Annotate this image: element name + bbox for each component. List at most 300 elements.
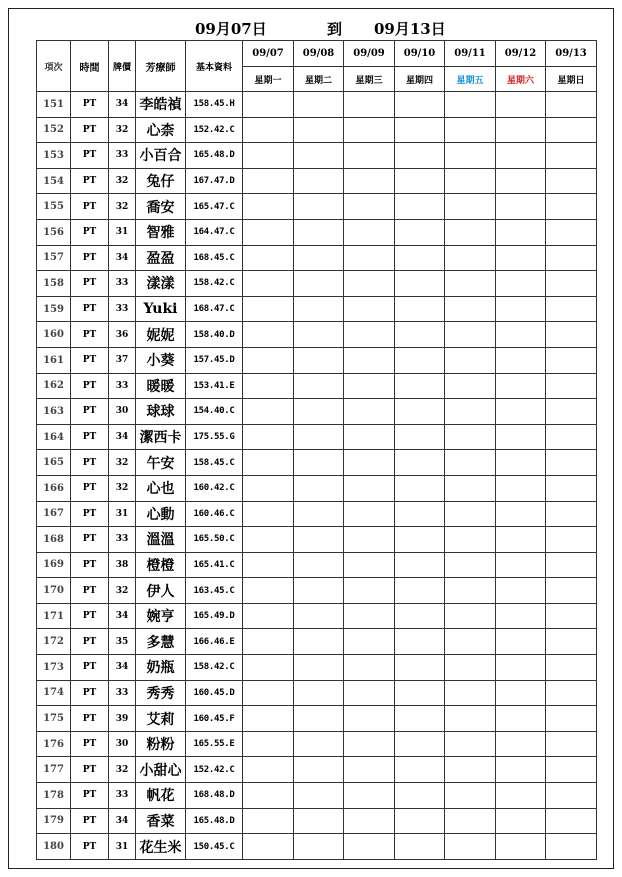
schedule-cell[interactable] bbox=[243, 296, 294, 322]
schedule-cell[interactable] bbox=[496, 731, 546, 757]
schedule-cell[interactable] bbox=[344, 680, 395, 706]
schedule-cell[interactable] bbox=[243, 168, 294, 194]
schedule-cell[interactable] bbox=[445, 117, 496, 143]
schedule-cell[interactable] bbox=[496, 117, 546, 143]
schedule-cell[interactable] bbox=[395, 245, 445, 271]
schedule-cell[interactable] bbox=[445, 757, 496, 783]
schedule-cell[interactable] bbox=[445, 731, 496, 757]
schedule-cell[interactable] bbox=[496, 271, 546, 297]
row-name: 伊人 bbox=[136, 578, 186, 604]
schedule-cell[interactable] bbox=[496, 450, 546, 476]
schedule-cell[interactable] bbox=[243, 424, 294, 450]
header-weekday: 星期六 bbox=[496, 67, 546, 92]
row-price: 34 bbox=[109, 603, 136, 629]
row-name: 帆花 bbox=[136, 783, 186, 809]
schedule-cell[interactable] bbox=[395, 706, 445, 732]
schedule-cell[interactable] bbox=[445, 296, 496, 322]
row-price: 32 bbox=[109, 450, 136, 476]
schedule-cell[interactable] bbox=[445, 680, 496, 706]
schedule-cell[interactable] bbox=[243, 603, 294, 629]
schedule-cell[interactable] bbox=[546, 757, 597, 783]
schedule-cell[interactable] bbox=[344, 399, 395, 425]
schedule-cell[interactable] bbox=[445, 245, 496, 271]
schedule-cell[interactable] bbox=[294, 450, 344, 476]
row-price: 33 bbox=[109, 527, 136, 553]
schedule-cell[interactable] bbox=[445, 424, 496, 450]
schedule-cell[interactable] bbox=[546, 322, 597, 348]
schedule-cell[interactable] bbox=[546, 655, 597, 681]
row-info: 152.42.C bbox=[186, 757, 243, 783]
schedule-cell[interactable] bbox=[344, 296, 395, 322]
row-price: 32 bbox=[109, 475, 136, 501]
schedule-cell[interactable] bbox=[496, 92, 546, 118]
schedule-cell[interactable] bbox=[395, 168, 445, 194]
schedule-cell[interactable] bbox=[344, 322, 395, 348]
row-info: 165.49.D bbox=[186, 603, 243, 629]
header-weekday: 星期四 bbox=[395, 67, 445, 92]
schedule-cell[interactable] bbox=[496, 578, 546, 604]
row-name: 香菜 bbox=[136, 808, 186, 834]
header-weekday: 星期三 bbox=[344, 67, 395, 92]
schedule-cell[interactable] bbox=[243, 143, 294, 169]
schedule-cell[interactable] bbox=[546, 706, 597, 732]
schedule-cell[interactable] bbox=[294, 271, 344, 297]
schedule-cell[interactable] bbox=[496, 424, 546, 450]
row-info: 153.41.E bbox=[186, 373, 243, 399]
page-title bbox=[9, 9, 613, 39]
schedule-cell[interactable] bbox=[395, 296, 445, 322]
schedule-cell[interactable] bbox=[294, 629, 344, 655]
schedule-cell[interactable] bbox=[546, 399, 597, 425]
row-no: 170 bbox=[37, 578, 71, 604]
row-price: 31 bbox=[109, 834, 136, 860]
schedule-table bbox=[36, 40, 597, 860]
row-info: 160.45.D bbox=[186, 680, 243, 706]
title-to: 到 bbox=[327, 20, 343, 38]
schedule-cell[interactable] bbox=[294, 117, 344, 143]
schedule-cell[interactable] bbox=[294, 92, 344, 118]
schedule-cell[interactable] bbox=[546, 578, 597, 604]
schedule-cell[interactable] bbox=[243, 347, 294, 373]
schedule-cell[interactable] bbox=[294, 578, 344, 604]
row-no: 171 bbox=[37, 603, 71, 629]
schedule-cell[interactable] bbox=[445, 578, 496, 604]
schedule-cell[interactable] bbox=[294, 603, 344, 629]
schedule-cell[interactable] bbox=[344, 373, 395, 399]
schedule-cell[interactable] bbox=[496, 347, 546, 373]
row-no: 156 bbox=[37, 219, 71, 245]
schedule-cell[interactable] bbox=[445, 450, 496, 476]
schedule-cell[interactable] bbox=[546, 245, 597, 271]
schedule-cell[interactable] bbox=[395, 475, 445, 501]
schedule-cell[interactable] bbox=[243, 501, 294, 527]
schedule-cell[interactable] bbox=[546, 168, 597, 194]
schedule-cell[interactable] bbox=[344, 603, 395, 629]
schedule-cell[interactable] bbox=[243, 680, 294, 706]
schedule-cell[interactable] bbox=[243, 245, 294, 271]
header-date: 09/08 bbox=[294, 41, 344, 67]
schedule-cell[interactable] bbox=[445, 399, 496, 425]
schedule-cell[interactable] bbox=[496, 475, 546, 501]
schedule-cell[interactable] bbox=[395, 194, 445, 220]
schedule-cell[interactable] bbox=[445, 322, 496, 348]
schedule-cell[interactable] bbox=[395, 834, 445, 860]
header-no: 項次 bbox=[37, 41, 71, 92]
row-name: 盈盈 bbox=[136, 245, 186, 271]
schedule-cell[interactable] bbox=[445, 527, 496, 553]
schedule-cell[interactable] bbox=[243, 527, 294, 553]
schedule-cell[interactable] bbox=[546, 680, 597, 706]
schedule-cell[interactable] bbox=[395, 322, 445, 348]
schedule-cell[interactable] bbox=[395, 655, 445, 681]
schedule-cell[interactable] bbox=[294, 322, 344, 348]
schedule-cell[interactable] bbox=[344, 117, 395, 143]
schedule-cell[interactable] bbox=[344, 527, 395, 553]
schedule-cell[interactable] bbox=[496, 399, 546, 425]
schedule-cell[interactable] bbox=[496, 219, 546, 245]
schedule-cell[interactable] bbox=[344, 655, 395, 681]
schedule-cell[interactable] bbox=[546, 271, 597, 297]
schedule-cell[interactable] bbox=[395, 527, 445, 553]
schedule-cell[interactable] bbox=[243, 271, 294, 297]
table-row bbox=[37, 450, 597, 476]
schedule-cell[interactable] bbox=[445, 603, 496, 629]
schedule-cell[interactable] bbox=[445, 655, 496, 681]
row-info: 165.48.D bbox=[186, 143, 243, 169]
row-no: 165 bbox=[37, 450, 71, 476]
schedule-cell[interactable] bbox=[445, 194, 496, 220]
schedule-cell[interactable] bbox=[546, 92, 597, 118]
schedule-cell[interactable] bbox=[445, 501, 496, 527]
schedule-cell[interactable] bbox=[294, 143, 344, 169]
schedule-cell[interactable] bbox=[294, 680, 344, 706]
row-price: 33 bbox=[109, 296, 136, 322]
schedule-cell[interactable] bbox=[294, 706, 344, 732]
row-time: PT bbox=[71, 552, 109, 578]
row-time: PT bbox=[71, 731, 109, 757]
schedule-cell[interactable] bbox=[395, 271, 445, 297]
schedule-cell[interactable] bbox=[395, 731, 445, 757]
schedule-cell[interactable] bbox=[395, 783, 445, 809]
row-info: 158.45.H bbox=[186, 92, 243, 118]
schedule-cell[interactable] bbox=[546, 475, 597, 501]
row-time: PT bbox=[71, 322, 109, 348]
row-info: 157.45.D bbox=[186, 347, 243, 373]
schedule-cell[interactable] bbox=[294, 245, 344, 271]
schedule-cell[interactable] bbox=[344, 245, 395, 271]
row-time: PT bbox=[71, 834, 109, 860]
schedule-cell[interactable] bbox=[344, 552, 395, 578]
schedule-cell[interactable] bbox=[445, 347, 496, 373]
schedule-cell[interactable] bbox=[445, 706, 496, 732]
table-row bbox=[37, 194, 597, 220]
schedule-cell[interactable] bbox=[344, 501, 395, 527]
schedule-cell[interactable] bbox=[243, 629, 294, 655]
row-name: Yuki bbox=[136, 296, 186, 322]
schedule-cell[interactable] bbox=[243, 808, 294, 834]
schedule-cell[interactable] bbox=[496, 834, 546, 860]
schedule-cell[interactable] bbox=[294, 399, 344, 425]
schedule-cell[interactable] bbox=[243, 783, 294, 809]
schedule-cell[interactable] bbox=[496, 296, 546, 322]
row-name: 小百合 bbox=[136, 143, 186, 169]
schedule-cell[interactable] bbox=[395, 808, 445, 834]
schedule-cell[interactable] bbox=[496, 655, 546, 681]
row-name: 橙橙 bbox=[136, 552, 186, 578]
schedule-cell[interactable] bbox=[395, 757, 445, 783]
schedule-cell[interactable] bbox=[496, 168, 546, 194]
row-time: PT bbox=[71, 603, 109, 629]
schedule-cell[interactable] bbox=[294, 424, 344, 450]
row-no: 175 bbox=[37, 706, 71, 732]
schedule-cell[interactable] bbox=[445, 92, 496, 118]
schedule-cell[interactable] bbox=[243, 834, 294, 860]
schedule-cell[interactable] bbox=[445, 834, 496, 860]
schedule-cell[interactable] bbox=[496, 527, 546, 553]
table-row bbox=[37, 143, 597, 169]
schedule-cell[interactable] bbox=[445, 373, 496, 399]
row-name: 奶瓶 bbox=[136, 655, 186, 681]
schedule-cell[interactable] bbox=[243, 399, 294, 425]
schedule-cell[interactable] bbox=[344, 783, 395, 809]
row-info: 165.47.C bbox=[186, 194, 243, 220]
schedule-cell[interactable] bbox=[294, 475, 344, 501]
schedule-cell[interactable] bbox=[546, 834, 597, 860]
schedule-cell[interactable] bbox=[344, 475, 395, 501]
schedule-cell[interactable] bbox=[395, 578, 445, 604]
row-time: PT bbox=[71, 783, 109, 809]
schedule-cell[interactable] bbox=[395, 143, 445, 169]
schedule-cell[interactable] bbox=[395, 219, 445, 245]
header-date: 09/09 bbox=[344, 41, 395, 67]
row-no: 152 bbox=[37, 117, 71, 143]
row-no: 160 bbox=[37, 322, 71, 348]
schedule-cell[interactable] bbox=[546, 143, 597, 169]
schedule-cell[interactable] bbox=[546, 219, 597, 245]
header-price: 牌價 bbox=[109, 41, 136, 92]
row-time: PT bbox=[71, 92, 109, 118]
row-name: 暖暖 bbox=[136, 373, 186, 399]
schedule-cell[interactable] bbox=[294, 501, 344, 527]
schedule-cell[interactable] bbox=[496, 194, 546, 220]
schedule-cell[interactable] bbox=[546, 347, 597, 373]
schedule-cell[interactable] bbox=[445, 552, 496, 578]
schedule-cell[interactable] bbox=[395, 347, 445, 373]
schedule-cell[interactable] bbox=[294, 219, 344, 245]
table-row bbox=[37, 834, 597, 860]
schedule-cell[interactable] bbox=[496, 706, 546, 732]
schedule-cell[interactable] bbox=[496, 603, 546, 629]
schedule-cell[interactable] bbox=[395, 92, 445, 118]
schedule-cell[interactable] bbox=[243, 194, 294, 220]
schedule-cell[interactable] bbox=[243, 757, 294, 783]
schedule-cell[interactable] bbox=[546, 731, 597, 757]
row-no: 163 bbox=[37, 399, 71, 425]
schedule-cell[interactable] bbox=[344, 219, 395, 245]
schedule-cell[interactable] bbox=[395, 603, 445, 629]
table-row bbox=[37, 219, 597, 245]
row-info: 158.42.C bbox=[186, 271, 243, 297]
schedule-cell[interactable] bbox=[344, 168, 395, 194]
schedule-cell[interactable] bbox=[344, 347, 395, 373]
schedule-cell[interactable] bbox=[243, 706, 294, 732]
schedule-cell[interactable] bbox=[243, 92, 294, 118]
row-info: 165.55.E bbox=[186, 731, 243, 757]
schedule-cell[interactable] bbox=[344, 757, 395, 783]
schedule-cell[interactable] bbox=[395, 399, 445, 425]
schedule-cell[interactable] bbox=[546, 808, 597, 834]
schedule-cell[interactable] bbox=[344, 450, 395, 476]
row-no: 151 bbox=[37, 92, 71, 118]
schedule-cell[interactable] bbox=[546, 629, 597, 655]
schedule-cell[interactable] bbox=[344, 143, 395, 169]
row-no: 166 bbox=[37, 475, 71, 501]
schedule-cell[interactable] bbox=[395, 117, 445, 143]
header-name: 芳療師 bbox=[136, 41, 186, 92]
schedule-cell[interactable] bbox=[546, 117, 597, 143]
schedule-cell[interactable] bbox=[243, 578, 294, 604]
schedule-cell[interactable] bbox=[496, 143, 546, 169]
table-row bbox=[37, 629, 597, 655]
schedule-cell[interactable] bbox=[243, 475, 294, 501]
schedule-cell[interactable] bbox=[294, 347, 344, 373]
schedule-cell[interactable] bbox=[395, 373, 445, 399]
schedule-cell[interactable] bbox=[344, 578, 395, 604]
schedule-cell[interactable] bbox=[546, 373, 597, 399]
schedule-cell[interactable] bbox=[546, 603, 597, 629]
schedule-cell[interactable] bbox=[395, 450, 445, 476]
row-price: 32 bbox=[109, 578, 136, 604]
row-info: 165.50.C bbox=[186, 527, 243, 553]
schedule-cell[interactable] bbox=[546, 424, 597, 450]
schedule-cell[interactable] bbox=[546, 194, 597, 220]
row-price: 33 bbox=[109, 373, 136, 399]
title-start-date: 09月07日 bbox=[195, 20, 267, 38]
schedule-cell[interactable] bbox=[445, 783, 496, 809]
schedule-cell[interactable] bbox=[243, 322, 294, 348]
schedule-cell[interactable] bbox=[243, 731, 294, 757]
header-date: 09/10 bbox=[395, 41, 445, 67]
schedule-cell[interactable] bbox=[243, 219, 294, 245]
schedule-cell[interactable] bbox=[344, 834, 395, 860]
schedule-cell[interactable] bbox=[496, 373, 546, 399]
schedule-cell[interactable] bbox=[496, 552, 546, 578]
row-info: 160.45.F bbox=[186, 706, 243, 732]
schedule-cell[interactable] bbox=[294, 373, 344, 399]
schedule-cell[interactable] bbox=[445, 219, 496, 245]
schedule-cell[interactable] bbox=[395, 680, 445, 706]
schedule-cell[interactable] bbox=[496, 808, 546, 834]
row-time: PT bbox=[71, 424, 109, 450]
row-no: 179 bbox=[37, 808, 71, 834]
schedule-cell[interactable] bbox=[344, 629, 395, 655]
schedule-cell[interactable] bbox=[243, 373, 294, 399]
table-row bbox=[37, 527, 597, 553]
row-name: 小甜心 bbox=[136, 757, 186, 783]
schedule-cell[interactable] bbox=[344, 808, 395, 834]
schedule-cell[interactable] bbox=[294, 194, 344, 220]
table-body bbox=[37, 92, 597, 860]
table-row bbox=[37, 347, 597, 373]
schedule-cell[interactable] bbox=[294, 527, 344, 553]
schedule-cell[interactable] bbox=[243, 655, 294, 681]
schedule-cell[interactable] bbox=[445, 475, 496, 501]
schedule-cell[interactable] bbox=[294, 552, 344, 578]
row-price: 32 bbox=[109, 194, 136, 220]
row-no: 153 bbox=[37, 143, 71, 169]
header-weekday: 星期一 bbox=[243, 67, 294, 92]
header-time: 時間 bbox=[71, 41, 109, 92]
schedule-cell[interactable] bbox=[395, 552, 445, 578]
schedule-cell[interactable] bbox=[294, 731, 344, 757]
schedule-cell[interactable] bbox=[294, 783, 344, 809]
schedule-cell[interactable] bbox=[546, 527, 597, 553]
row-info: 154.40.C bbox=[186, 399, 243, 425]
row-name: 李皓禎 bbox=[136, 92, 186, 118]
schedule-cell[interactable] bbox=[496, 680, 546, 706]
schedule-cell[interactable] bbox=[243, 117, 294, 143]
schedule-cell[interactable] bbox=[496, 629, 546, 655]
schedule-cell[interactable] bbox=[344, 92, 395, 118]
schedule-cell[interactable] bbox=[294, 296, 344, 322]
row-name: 漾漾 bbox=[136, 271, 186, 297]
row-price: 32 bbox=[109, 117, 136, 143]
schedule-cell[interactable] bbox=[344, 424, 395, 450]
schedule-cell[interactable] bbox=[294, 655, 344, 681]
row-time: PT bbox=[71, 399, 109, 425]
schedule-cell[interactable] bbox=[294, 168, 344, 194]
schedule-cell[interactable] bbox=[395, 629, 445, 655]
schedule-cell[interactable] bbox=[243, 552, 294, 578]
schedule-cell[interactable] bbox=[344, 731, 395, 757]
schedule-cell[interactable] bbox=[496, 783, 546, 809]
schedule-cell[interactable] bbox=[294, 808, 344, 834]
row-time: PT bbox=[71, 680, 109, 706]
schedule-cell[interactable] bbox=[294, 757, 344, 783]
header-date: 09/13 bbox=[546, 41, 597, 67]
table-row bbox=[37, 731, 597, 757]
schedule-cell[interactable] bbox=[496, 245, 546, 271]
schedule-cell[interactable] bbox=[496, 757, 546, 783]
schedule-cell[interactable] bbox=[546, 501, 597, 527]
schedule-cell[interactable] bbox=[546, 552, 597, 578]
schedule-cell[interactable] bbox=[344, 271, 395, 297]
schedule-cell[interactable] bbox=[243, 450, 294, 476]
row-no: 167 bbox=[37, 501, 71, 527]
table-row bbox=[37, 603, 597, 629]
schedule-cell[interactable] bbox=[546, 783, 597, 809]
row-no: 158 bbox=[37, 271, 71, 297]
row-time: PT bbox=[71, 296, 109, 322]
schedule-cell[interactable] bbox=[445, 168, 496, 194]
schedule-cell[interactable] bbox=[445, 629, 496, 655]
schedule-cell[interactable] bbox=[395, 424, 445, 450]
schedule-cell[interactable] bbox=[496, 501, 546, 527]
schedule-cell[interactable] bbox=[344, 706, 395, 732]
schedule-cell[interactable] bbox=[344, 194, 395, 220]
schedule-cell[interactable] bbox=[445, 143, 496, 169]
row-price: 32 bbox=[109, 168, 136, 194]
row-price: 33 bbox=[109, 783, 136, 809]
row-name: 心柰 bbox=[136, 117, 186, 143]
schedule-cell[interactable] bbox=[294, 834, 344, 860]
schedule-cell[interactable] bbox=[445, 271, 496, 297]
schedule-cell[interactable] bbox=[445, 808, 496, 834]
schedule-cell[interactable] bbox=[496, 322, 546, 348]
schedule-cell[interactable] bbox=[546, 296, 597, 322]
schedule-cell[interactable] bbox=[546, 450, 597, 476]
schedule-cell[interactable] bbox=[395, 501, 445, 527]
